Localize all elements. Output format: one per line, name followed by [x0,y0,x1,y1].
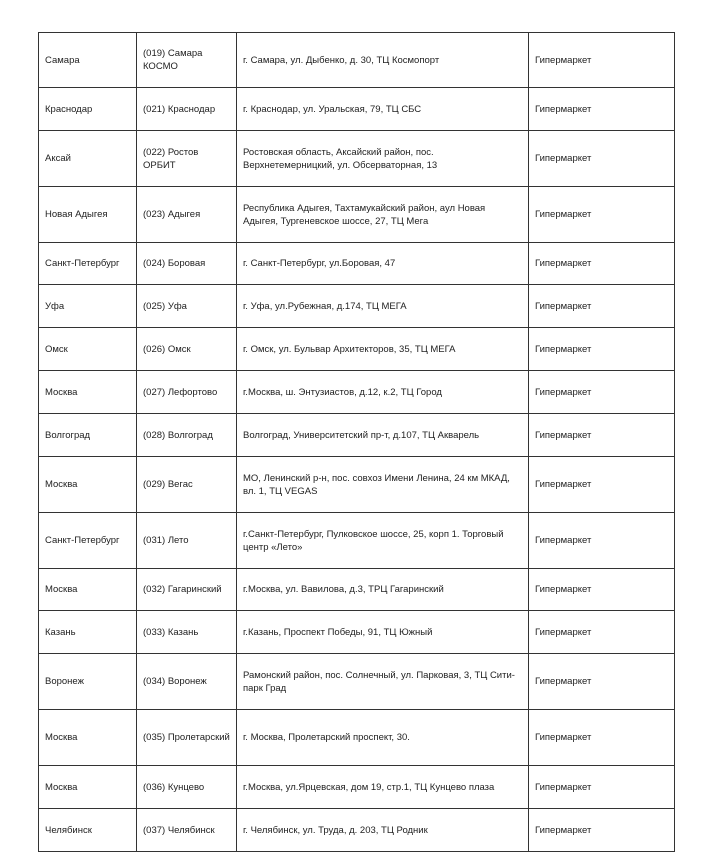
address-cell: г. Уфа, ул.Рубежная, д.174, ТЦ МЕГА [237,285,529,328]
format-cell: Гипермаркет [529,33,675,88]
city-cell: Аксай [39,131,137,187]
table-row [39,33,675,88]
table-row [39,513,675,569]
table-row [39,457,675,513]
store-cell: (025) Уфа [137,285,237,328]
city-cell: Казань [39,611,137,654]
address-cell: МО, Ленинский р-н, пос. совхоз Имени Ленина, 24 км МКАД, вл. 1, ТЦ VEGAS [237,457,529,513]
store-cell: (031) Лето [137,513,237,569]
city-cell: Москва [39,569,137,611]
format-cell: Гипермаркет [529,88,675,131]
format-cell: Гипермаркет [529,766,675,809]
store-cell: (022) Ростов ОРБИТ [137,131,237,187]
address-cell: г.Санкт-Петербург, Пулковское шоссе, 25, корп 1. Торговый центр «Лето» [237,513,529,569]
table-row [39,131,675,187]
table-row [39,569,675,611]
format-cell: Гипермаркет [529,710,675,766]
stores-table [38,32,675,852]
format-cell: Гипермаркет [529,131,675,187]
city-cell: Санкт-Петербург [39,243,137,285]
city-cell: Новая Адыгея [39,187,137,243]
address-cell: Ростовская область, Аксайский район, пос. Верхнетемерницкий, ул. Обсерваторная, 13 [237,131,529,187]
table-row [39,187,675,243]
city-cell: Воронеж [39,654,137,710]
table-row [39,285,675,328]
address-cell: Волгоград, Университетский пр-т, д.107, ТЦ Акварель [237,414,529,457]
table-row [39,371,675,414]
store-cell: (024) Боровая [137,243,237,285]
city-cell: Москва [39,766,137,809]
format-cell: Гипермаркет [529,243,675,285]
address-cell: г.Казань, Проспект Победы, 91, ТЦ Южный [237,611,529,654]
address-cell: г.Москва, ул.Ярцевская, дом 19, стр.1, ТЦ Кунцево плаза [237,766,529,809]
format-cell: Гипермаркет [529,457,675,513]
format-cell: Гипермаркет [529,328,675,371]
store-cell: (019) Самара КОСМО [137,33,237,88]
format-cell: Гипермаркет [529,371,675,414]
table-row [39,414,675,457]
address-cell: г. Краснодар, ул. Уральская, 79, ТЦ СБС [237,88,529,131]
address-cell: г.Москва, ул. Вавилова, д.3, ТРЦ Гагаринский [237,569,529,611]
store-cell: (032) Гагаринский [137,569,237,611]
table-row [39,328,675,371]
city-cell: Челябинск [39,809,137,852]
format-cell: Гипермаркет [529,809,675,852]
address-cell: г. Москва, Пролетарский проспект, 30. [237,710,529,766]
store-cell: (029) Вегас [137,457,237,513]
table-row [39,88,675,131]
address-cell: Рамонский район, пос. Солнечный, ул. Парковая, 3, ТЦ Сити-парк Град [237,654,529,710]
city-cell: Краснодар [39,88,137,131]
address-cell: г. Самара, ул. Дыбенко, д. 30, ТЦ Космопорт [237,33,529,88]
city-cell: Самара [39,33,137,88]
format-cell: Гипермаркет [529,414,675,457]
store-cell: (036) Кунцево [137,766,237,809]
address-cell: г. Челябинск, ул. Труда, д. 203, ТЦ Родник [237,809,529,852]
city-cell: Москва [39,371,137,414]
table-row [39,710,675,766]
table-row [39,766,675,809]
format-cell: Гипермаркет [529,513,675,569]
address-cell: г. Омск, ул. Бульвар Архитекторов, 35, ТЦ МЕГА [237,328,529,371]
table-row [39,243,675,285]
table-row [39,809,675,852]
table-row [39,654,675,710]
city-cell: Москва [39,710,137,766]
city-cell: Москва [39,457,137,513]
store-cell: (035) Пролетарский [137,710,237,766]
store-cell: (027) Лефортово [137,371,237,414]
format-cell: Гипермаркет [529,187,675,243]
table-row [39,611,675,654]
city-cell: Уфа [39,285,137,328]
store-cell: (028) Волгоград [137,414,237,457]
format-cell: Гипермаркет [529,569,675,611]
format-cell: Гипермаркет [529,654,675,710]
city-cell: Омск [39,328,137,371]
store-cell: (026) Омск [137,328,237,371]
format-cell: Гипермаркет [529,611,675,654]
address-cell: г.Москва, ш. Энтузиастов, д.12, к.2, ТЦ Город [237,371,529,414]
store-cell: (023) Адыгея [137,187,237,243]
address-cell: Республика Адыгея, Тахтамукайский район, аул Новая Адыгея, Тургеневское шоссе, 27, ТЦ Мега [237,187,529,243]
format-cell: Гипермаркет [529,285,675,328]
store-cell: (034) Воронеж [137,654,237,710]
city-cell: Волгоград [39,414,137,457]
city-cell: Санкт-Петербург [39,513,137,569]
address-cell: г. Санкт-Петербург, ул.Боровая, 47 [237,243,529,285]
store-cell: (021) Краснодар [137,88,237,131]
store-cell: (037) Челябинск [137,809,237,852]
store-cell: (033) Казань [137,611,237,654]
